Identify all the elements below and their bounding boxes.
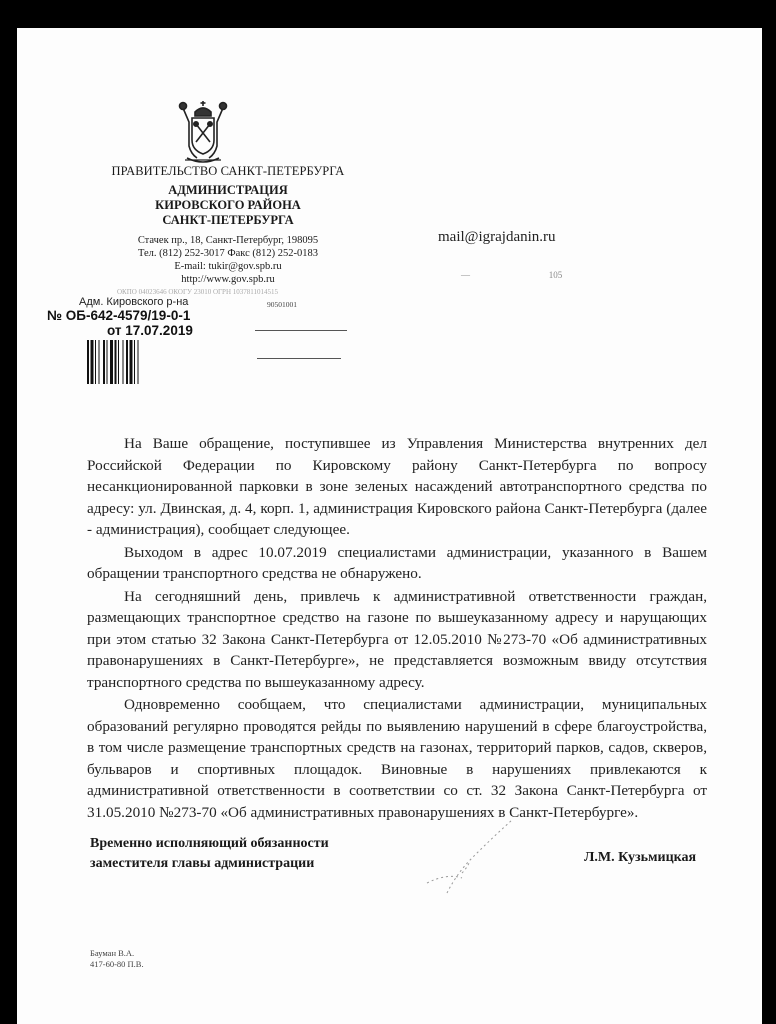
barcode-bar [123, 340, 124, 384]
body-paragraph: На сегодняшний день, привлечь к административной ответственности граждан, размещающих транспортное средство на газоне по вышеуказанному адресу и нарущающих при этом статью 32 Закона Санкт-Петербурга от 12.05.2010 №273-70 «Об административных правонарушениях в Санкт-Петербурге», не представляется возможным ввиду отсутствия транспортного средства по вышеуказанному адресу. [87, 587, 707, 691]
org-codes-kpp: 90501001 [267, 300, 297, 309]
recipient-faint-mark: — 105 [461, 270, 563, 280]
signer-title-line: Временно исполняющий обязанности [90, 836, 329, 851]
administration-line: КИРОВСКОГО РАЙОНА [155, 198, 301, 212]
barcode-bar [118, 340, 119, 384]
contacts-block [103, 234, 353, 286]
registration-number: № ОБ-642-4579/19-0-1 [47, 308, 191, 323]
signer-name: Л.М. Кузьмицкая [584, 850, 697, 865]
government-name: ПРАВИТЕЛЬСТВО САНКТ-ПЕТЕРБУРГА [111, 164, 345, 178]
executor-phone: 417-60-80 П.В. [90, 959, 144, 969]
signer-title [90, 834, 329, 874]
executor-info [90, 948, 144, 970]
address: Стачек пр., 18, Санкт-Петербург, 198095 [137, 235, 319, 246]
barcode-bar [99, 340, 100, 384]
handwritten-signature-icon [417, 813, 527, 898]
barcode-bar [126, 340, 128, 384]
coat-of-arms-icon [177, 98, 229, 168]
document-page [17, 28, 762, 1024]
barcode-bar [130, 340, 133, 384]
phone-fax: Тел. (812) 252-3017 Факс (812) 252-0183 [137, 248, 319, 259]
body-paragraph: На Ваше обращение, поступившее из Управления Министерства внутренних дел Российской Федерации по Кировскому району Санкт-Петербурга по вопросу несанкционированной парковки в зоне зеленых насаждений автотранспортного средства по адресу: ул. Двинская, д. 4, корп. 1, администрация Кировского района Санкт-Петербурга (далее - администрация), сообщает следующее. [87, 435, 707, 538]
barcode-bar [103, 340, 105, 384]
barcode-bar [91, 340, 94, 384]
body-paragraph: Одновременно сообщаем, что специалистами администрации, муниципальных образований регулярно проводятся рейды по выявлению нарушений в сфере благоустройства, в том числе размещение транспортных средств на газонах, территорий парков, садов, скверов, бульваров и спортивных площадок. Виновные в нарушениях привлекаются к административной ответственности в соответствии со ст. 32 Закона Санкт-Петербурга от 31.05.2010 №273-70 «Об административных правонарушениях в Санкт-Петербурге». [87, 696, 707, 821]
barcode-bar [138, 340, 139, 384]
email: E-mail: tukir@gov.spb.ru [174, 261, 282, 272]
registration-date: от 17.07.2019 [107, 323, 193, 338]
website: http://www.gov.spb.ru [181, 274, 275, 285]
barcode-bar [107, 340, 108, 384]
recipient-email: mail@igrajdanin.ru [438, 229, 556, 245]
administration-name [103, 183, 353, 228]
org-codes-line: ОКПО 04023646 ОКОГУ 23010 ОГРН 1037811014515 [117, 288, 278, 296]
signer-title-line: заместителя главы администрации [90, 856, 315, 871]
barcode-bar [134, 340, 135, 384]
barcode-bar [110, 340, 113, 384]
barcode-icon [87, 340, 171, 384]
blank-line [255, 330, 347, 331]
body-paragraph: Выходом в адрес 10.07.2019 специалистами администрации, указанного в Вашем обращении транспортного средства не обнаружено. [87, 543, 707, 582]
administration-line: АДМИНИСТРАЦИЯ [168, 183, 288, 197]
barcode-bar [95, 340, 96, 384]
barcode-bar [87, 340, 89, 384]
executor-name: Бауман В.А. [90, 948, 135, 958]
registration-stamp-org: Адм. Кировского р-на [79, 296, 189, 308]
administration-line: САНКТ-ПЕТЕРБУРГА [162, 213, 294, 227]
blank-line [257, 358, 341, 359]
barcode-bar [115, 340, 117, 384]
letter-body [87, 433, 707, 823]
